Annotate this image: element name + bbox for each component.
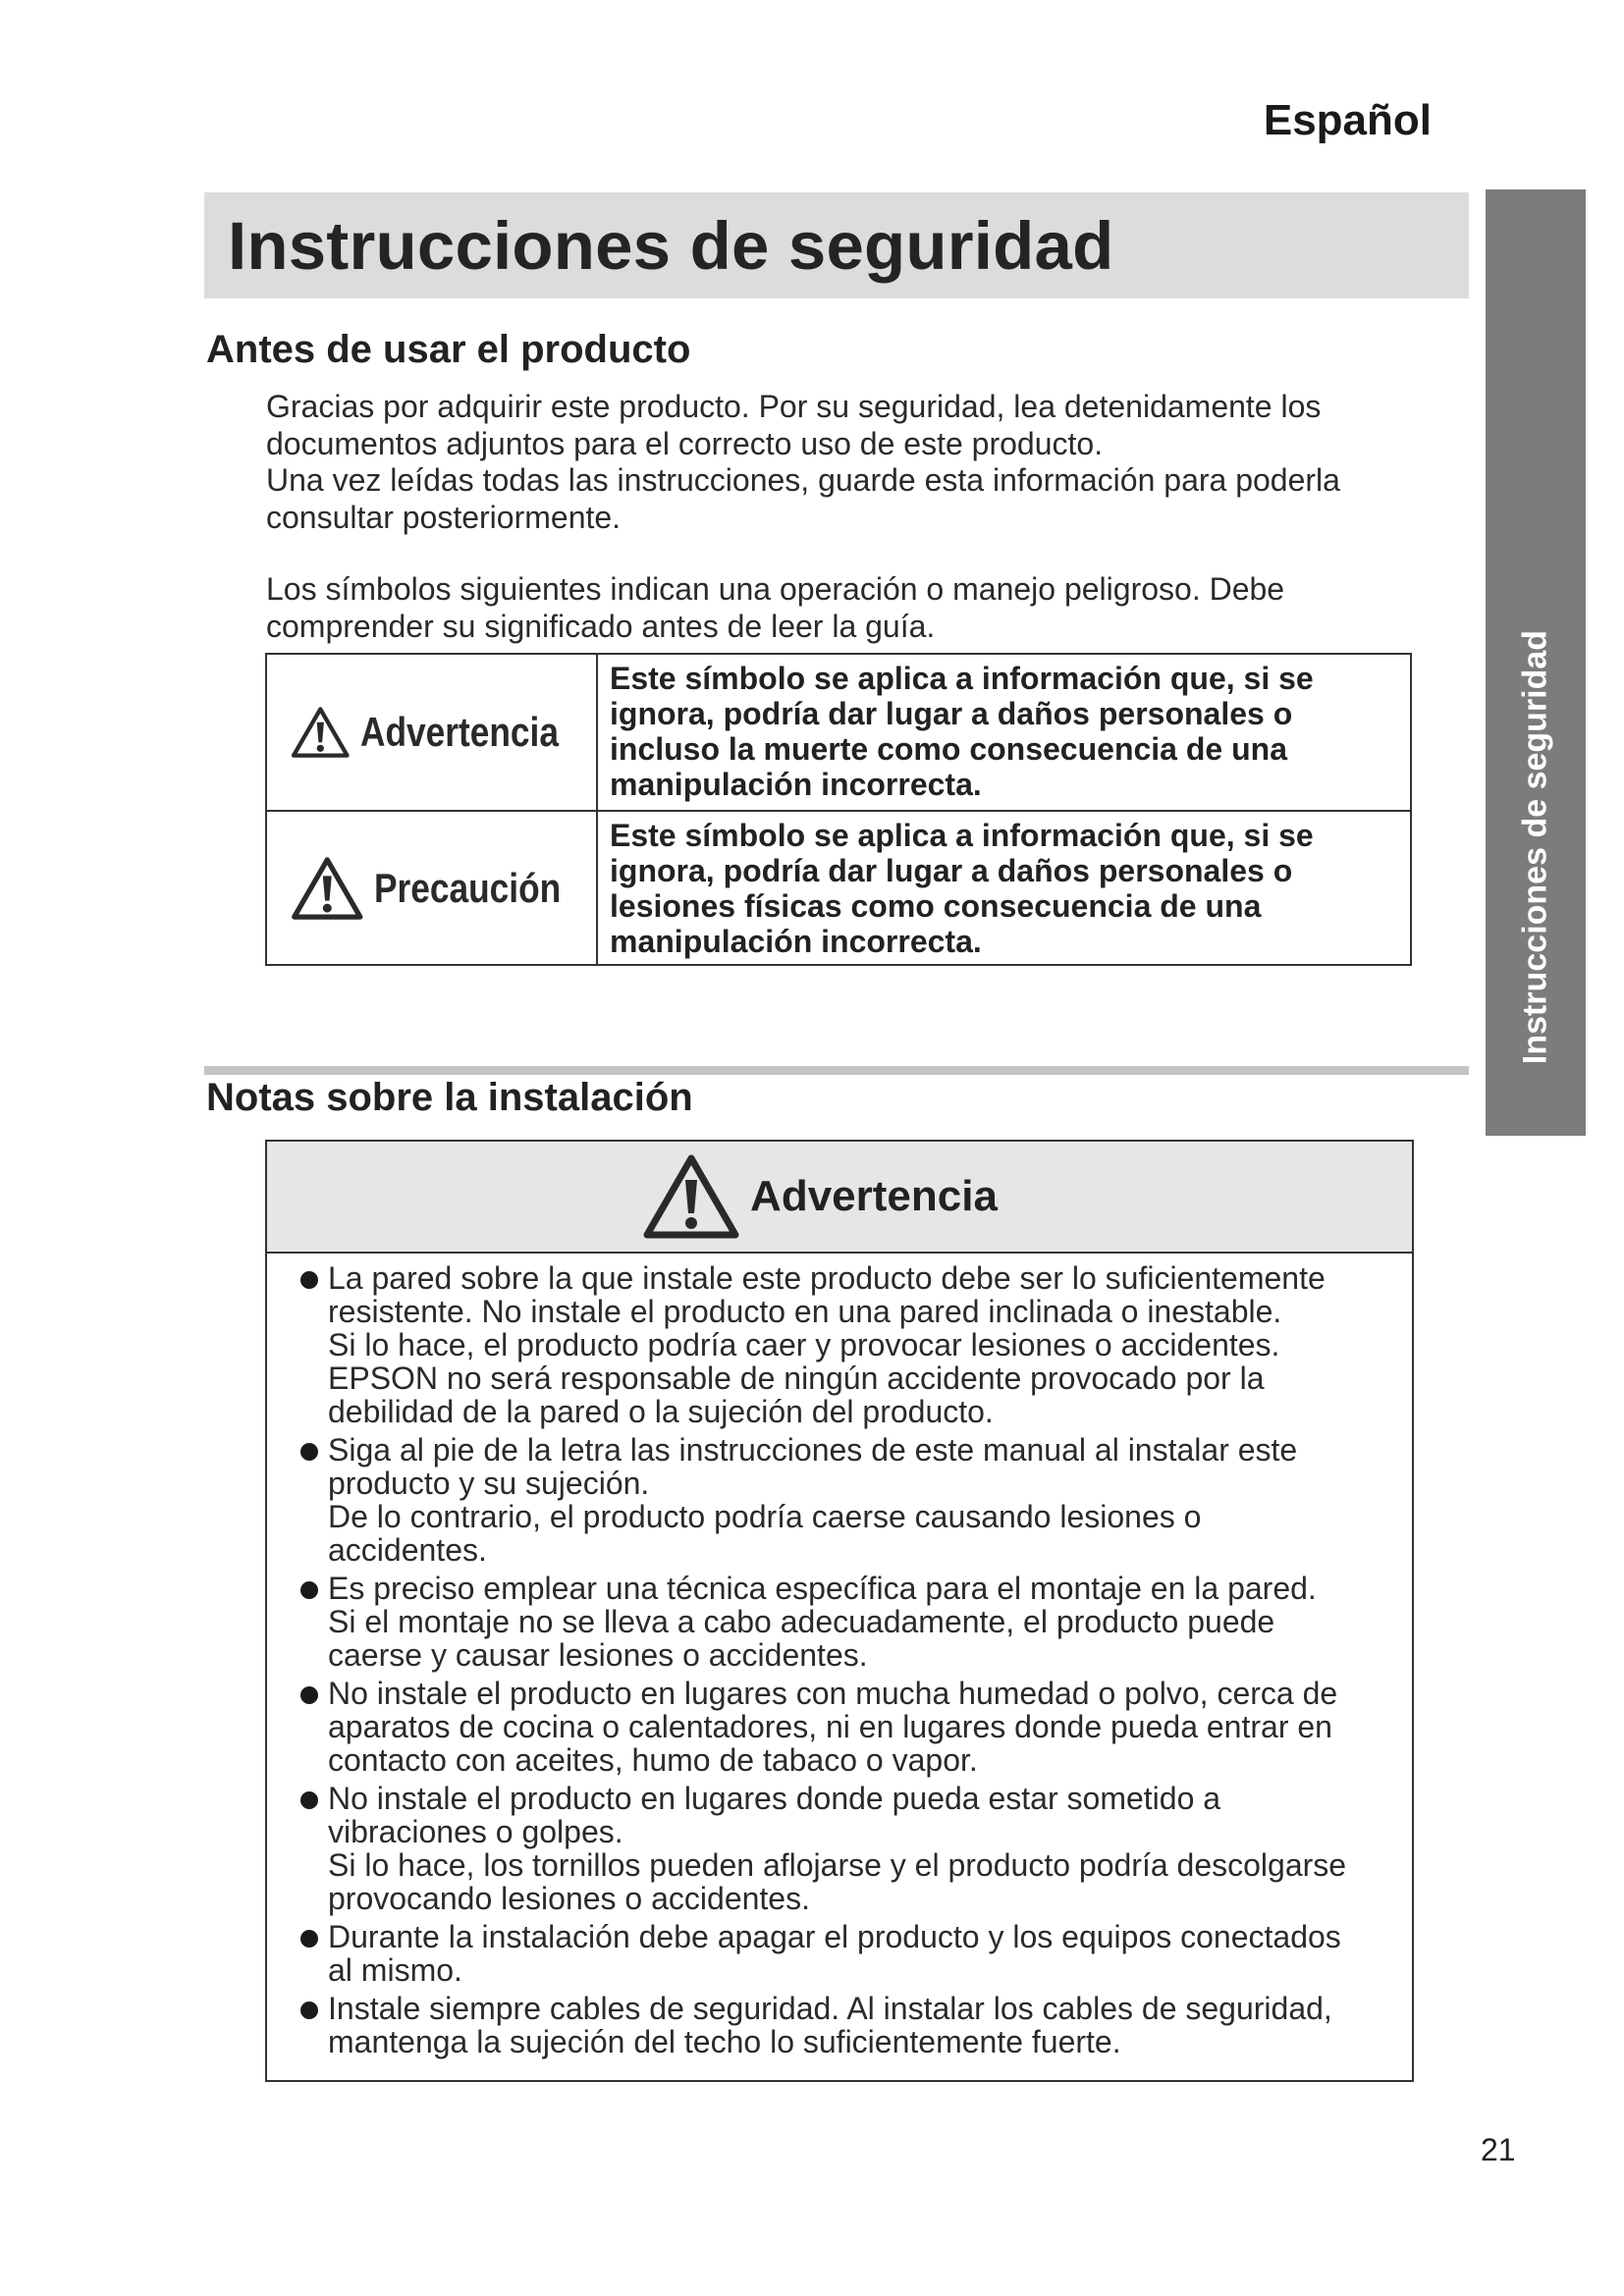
warning-triangle-icon: [291, 845, 364, 932]
symbol-row-warning: [267, 655, 1410, 812]
text-line: Instale siempre cables de seguridad. Al instalar los cables de seguridad,: [328, 1991, 1332, 2026]
text-line: incluso la muerte como consecuencia de una: [610, 731, 1287, 767]
warning-list: [267, 1254, 1412, 2058]
text-line: No instale el producto en lugares donde pueda estar sometido a: [328, 1781, 1221, 1816]
text-line: manipulación incorrecta.: [610, 767, 982, 802]
list-item: [300, 1782, 1388, 1915]
text-line: al mismo.: [328, 1952, 462, 1988]
warning-triangle-icon: [642, 1152, 740, 1241]
text-line: EPSON no será responsable de ningún accidente provocado por la: [328, 1361, 1265, 1396]
section-divider: [204, 1066, 1469, 1075]
text-line: Si lo hace, el producto podría caer y provocar lesiones o accidentes.: [328, 1327, 1280, 1362]
bullet-icon: [300, 1443, 318, 1461]
text-line: accidentes.: [328, 1532, 487, 1568]
page-number: 21: [1481, 2132, 1516, 2167]
text-line: Durante la instalación debe apagar el producto y los equipos conectados: [328, 1919, 1341, 1954]
list-item: [300, 1992, 1388, 2058]
text-line: caerse y causar lesiones o accidentes.: [328, 1637, 868, 1673]
text-line: Gracias por adquirir este producto. Por su seguridad, lea detenidamente los: [266, 389, 1322, 424]
section-side-tab: [1486, 189, 1586, 1136]
symbol-description: [598, 812, 1410, 964]
installation-warning-box: [265, 1140, 1414, 2082]
symbol-label: Precaución: [373, 864, 561, 911]
symbol-description: [598, 655, 1410, 810]
bullet-icon: [300, 1791, 318, 1809]
symbols-paragraph: [266, 571, 1425, 645]
text-line: ignora, podría dar lugar a daños personales o: [610, 696, 1293, 731]
text-line: Siga al pie de la letra las instrucciones de este manual al instalar este: [328, 1432, 1298, 1468]
text-line: ignora, podría dar lugar a daños personales o: [610, 853, 1293, 888]
bullet-icon: [300, 2002, 318, 2019]
list-item: [300, 1920, 1388, 1987]
text-line: Este símbolo se aplica a información que, si se: [610, 818, 1314, 853]
text-line: De lo contrario, el producto podría caerse causando lesiones o: [328, 1499, 1202, 1534]
warning-label: Advertencia: [750, 1172, 998, 1220]
page-title-bar: [204, 192, 1469, 298]
text-line: Si el montaje no se lleva a cabo adecuadamente, el producto puede: [328, 1604, 1275, 1639]
side-tab-label: Instrucciones de seguridad: [1516, 629, 1554, 1065]
symbol-cell: [267, 812, 598, 964]
list-item: [300, 1433, 1388, 1567]
symbol-row-caution: [267, 812, 1410, 964]
text-line: No instale el producto en lugares con mucha humedad o polvo, cerca de: [328, 1676, 1338, 1711]
warning-header: [267, 1142, 1412, 1254]
text-line: Es preciso emplear una técnica específica para el montaje en la pared.: [328, 1571, 1317, 1606]
bullet-icon: [300, 1581, 318, 1599]
text-line: vibraciones o golpes.: [328, 1814, 623, 1849]
section-heading-before-use: Antes de usar el producto: [206, 328, 691, 371]
text-line: Este símbolo se aplica a información que, si se: [610, 661, 1314, 696]
bullet-icon: [300, 1930, 318, 1948]
list-item: [300, 1677, 1388, 1777]
page-title: Instrucciones de seguridad: [228, 207, 1114, 284]
bullet-icon: [300, 1686, 318, 1704]
warning-triangle-icon: [291, 689, 351, 775]
symbols-table: [265, 653, 1412, 966]
text-line: contacto con aceites, humo de tabaco o vapor.: [328, 1742, 978, 1778]
text-line: provocando lesiones o accidentes.: [328, 1881, 810, 1916]
intro-paragraph: [266, 389, 1425, 536]
text-line: mantenga la sujeción del techo lo suficientemente fuerte.: [328, 2024, 1121, 2059]
text-line: producto y su sujeción.: [328, 1466, 650, 1501]
section-heading-installation: Notas sobre la instalación: [206, 1076, 693, 1119]
list-item: [300, 1572, 1388, 1672]
text-line: consultar posteriormente.: [266, 499, 622, 535]
text-line: documentos adjuntos para el correcto uso de este producto.: [266, 425, 1104, 461]
text-line: manipulación incorrecta.: [610, 924, 982, 959]
symbol-cell: [267, 655, 598, 810]
list-item: [300, 1261, 1388, 1428]
text-line: Una vez leídas todas las instrucciones, guarde esta información para poderla: [266, 462, 1340, 498]
text-line: debilidad de la pared o la sujeción del producto.: [328, 1394, 994, 1429]
language-label: Español: [1263, 96, 1432, 144]
text-line: aparatos de cocina o calentadores, ni en lugares donde pueda entrar en: [328, 1709, 1332, 1744]
symbol-label: Advertencia: [359, 709, 559, 755]
bullet-icon: [300, 1271, 318, 1289]
text-line: resistente. No instale el producto en una pared inclinada o inestable.: [328, 1294, 1282, 1329]
text-line: comprender su significado antes de leer la guía.: [266, 608, 936, 644]
text-line: Si lo hace, los tornillos pueden aflojarse y el producto podría descolgarse: [328, 1847, 1347, 1883]
text-line: lesiones físicas como consecuencia de una: [610, 888, 1262, 924]
text-line: Los símbolos siguientes indican una operación o manejo peligroso. Debe: [266, 571, 1285, 607]
text-line: La pared sobre la que instale este producto debe ser lo suficientemente: [328, 1260, 1326, 1296]
